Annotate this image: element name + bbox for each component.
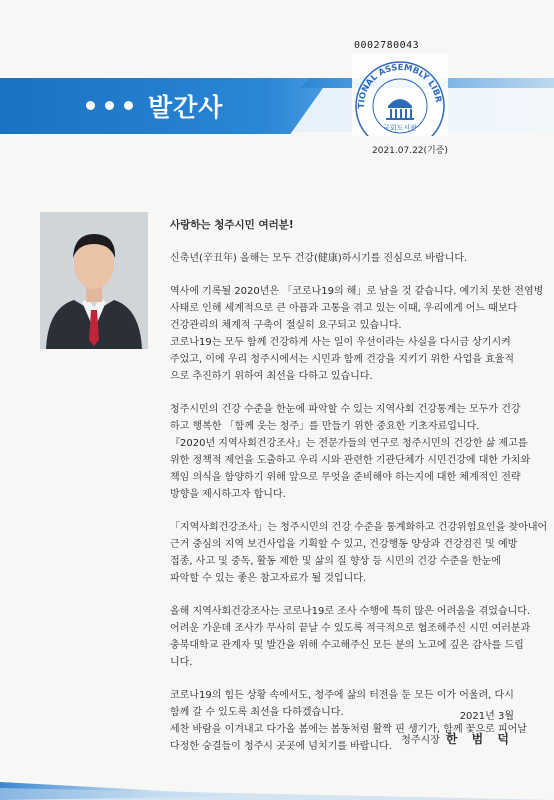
letter-date: 2021년 3월 [459, 711, 514, 722]
signature-name: 한 범 덕 [445, 732, 514, 746]
greeting: 사랑하는 청주시민 여러분! [170, 219, 294, 231]
stamp-number: 0002780043 [354, 40, 420, 51]
paragraph-line: 건강관리의 체계적 구축이 절실히 요구되고 있습니다. [170, 320, 402, 331]
paragraph-line: 파악할 수 있는 좋은 참고자료가 될 것입니다. [170, 573, 367, 584]
paragraph-line: 청주시민의 건강 수준을 한눈에 파악할 수 있는 지역사회 건강통계는 모두가 건강 [170, 404, 521, 415]
letter-paragraph [170, 250, 518, 267]
paragraph-line: 『2020년 지역사회건강조사』는 전문가들의 연구로 청주시민의 건강한 삶 제고를 [170, 438, 528, 449]
letter-paragraphs [170, 250, 548, 755]
paragraph-line: 코로나19는 모두 함께 건강하게 사는 일이 우선이라는 사실을 다시금 상기시켜 [170, 337, 511, 348]
paragraph-line: 니다. [170, 657, 193, 668]
signature-title: 청주시장 [401, 735, 440, 746]
letter-paragraph [170, 334, 518, 385]
page-title: 발간사 [148, 93, 224, 122]
paragraph-line: 함께 갈 수 있도록 최선을 다하겠습니다. [170, 707, 344, 718]
paragraph-line: 어려운 가운데 조사가 무사히 끝날 수 있도록 적극적으로 협조해주신 시민 여러분과 [170, 623, 531, 634]
dot-icon [124, 101, 133, 110]
letter-paragraph [170, 401, 521, 435]
paragraph-line: 으로 추진하기 위하여 최선을 다하고 있습니다. [170, 371, 373, 382]
paragraph-line: 올해 지역사회건강조사는 코로나19로 조사 수행에 특히 많은 어려움을 겪었습니다. [170, 606, 531, 617]
paragraph-line: 방향을 제시하고자 합니다. [170, 489, 286, 500]
paragraph-line: 사태로 인해 세계적으로 큰 아픔과 고통을 겪고 있는 이때, 우리에게 어느 때보다 [170, 303, 518, 314]
paragraph-line: 다정한 숭결들이 청주시 곳곳에 넘치기를 바랍니다. [170, 741, 392, 752]
stamp-ring-text: TIONAL ASSEMBLY LIBR [356, 62, 443, 109]
footer-decoration [0, 740, 554, 800]
portrait-icon [40, 212, 148, 349]
header-dots [86, 101, 133, 110]
dot-icon [86, 101, 95, 110]
paragraph-line: 역사에 기록될 2020년은 「코로나19의 해」로 남을 것 같습니다. 예기치 못한 전염병 [170, 286, 544, 297]
paragraph-line: 충북대학교 관계자 및 발간을 위해 수고해주신 모든 분의 노고에 깊은 감사를 드립 [170, 640, 524, 651]
letter-paragraph [170, 435, 531, 503]
library-stamp [352, 54, 448, 136]
paragraph-line: 신축년(辛丑年) 올해는 모두 건강(健康)하시기를 진심으로 바랍니다. [170, 253, 468, 264]
paragraph-line: 접종, 사고 및 중독, 활동 제한 및 삶의 질 향상 등 시민의 건강 수준을 한눈에 [170, 556, 501, 567]
letter-paragraph [170, 603, 531, 671]
letter-paragraph [170, 283, 544, 334]
library-seal-icon [352, 54, 448, 136]
paragraph-line: 위한 정책적 제언을 도출하고 우리 시와 관련한 기관단체가 시민건강에 대한 가치와 [170, 455, 531, 466]
mayor-photo [40, 212, 148, 349]
paragraph-line: 세찬 바람을 이겨내고 다가올 봄에는 봄동처럼 활짝 핀 생기가, 함께 꽃으로 피어날 [170, 724, 527, 735]
paragraph-line: 코로나19의 힘든 상황 속에서도, 청주에 삶의 터전을 둔 모든 이가 어울려, 다시 [170, 690, 514, 701]
stamp-date: 2021.07.22(기증) [372, 146, 448, 156]
paragraph-line: 근거 중심의 지역 보건사업을 기획할 수 있고, 건강행동 양상과 건강검진 및 예방 [170, 539, 518, 550]
letter-body [170, 217, 548, 771]
letter-paragraph [170, 519, 548, 587]
paragraph-line: 주었고, 이에 우리 청주시에서는 시민과 함께 건강을 지키기 위한 사업을 효율적 [170, 354, 515, 365]
paragraph-line: 하고 행복한 「함께 웃는 청주」를 만들기 위한 중요한 기초자료입니다. [170, 421, 480, 432]
paragraph-line: 책임 의식을 함양하기 위해 앞으로 무엇을 준비해야 하는지에 대한 체계적인 전략 [170, 472, 521, 483]
paragraph-line: 「지역사회건강조사」는 청주시민의 건강 수준을 통계화하고 건강위험요인을 찾아내어 [170, 522, 548, 533]
stamp-inner-text: 국회도서관 [383, 124, 417, 132]
dot-icon [105, 101, 114, 110]
